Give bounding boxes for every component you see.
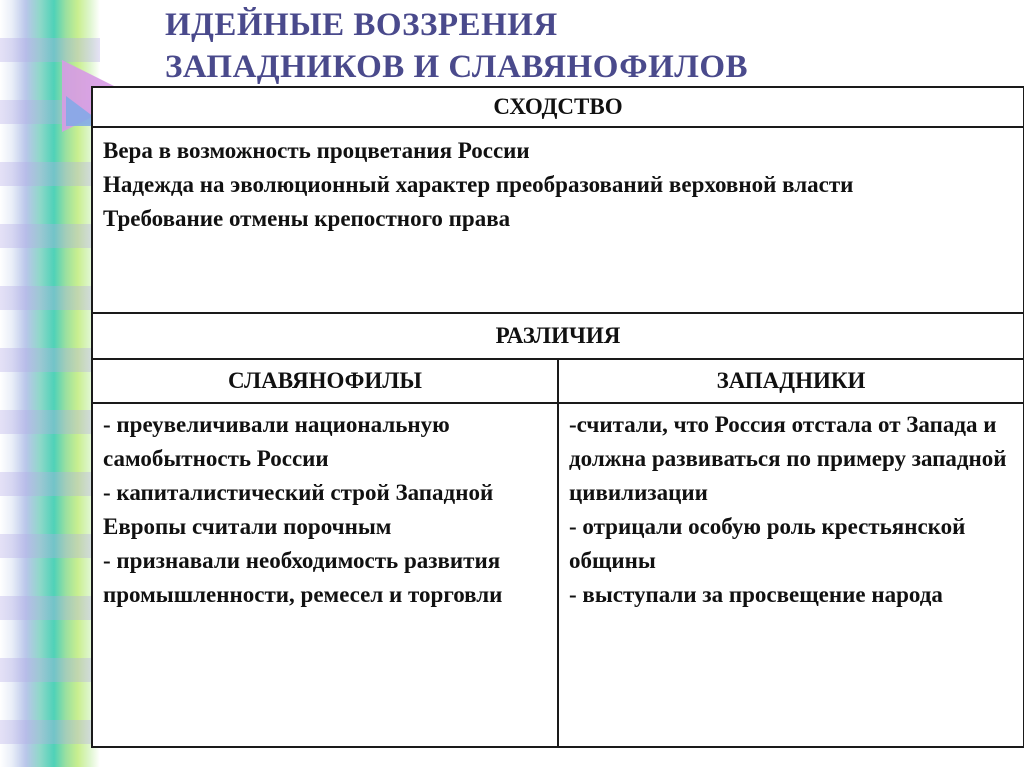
slavophiles-header: СЛАВЯНОФИЛЫ xyxy=(92,359,558,403)
similarity-item: Требование отмены крепостного права xyxy=(103,206,511,231)
westernizers-item: - выступали за просвещение народа xyxy=(569,582,943,607)
differences-subheader-row xyxy=(92,359,1024,403)
westernizers-list xyxy=(558,403,1024,747)
comparison-table xyxy=(91,86,1024,748)
westernizers-item: -считали, что Россия отстала от Запада и должна развиваться по примеру западной цивилизации xyxy=(569,412,1007,505)
slavophiles-item: - преувеличивали национальную самобытность России xyxy=(103,412,450,471)
similarity-header-row xyxy=(92,87,1024,127)
title-line-2: ЗАПАДНИКОВ И СЛАВЯНОФИЛОВ xyxy=(165,49,749,85)
westernizers-header: ЗАПАДНИКИ xyxy=(558,359,1024,403)
title-line-1: ИДЕЙНЫЕ ВОЗЗРЕНИЯ xyxy=(165,7,558,43)
similarity-item: Вера в возможность процветания России xyxy=(103,138,530,163)
differences-header-row xyxy=(92,313,1024,359)
similarity-item: Надежда на эволюционный характер преобразований верховной власти xyxy=(103,172,854,197)
slavophiles-item: - капиталистический строй Западной Европы считали порочным xyxy=(103,480,494,539)
differences-body-row xyxy=(92,403,1024,747)
slavophiles-item: - признавали необходимость развития промышленности, ремесел и торговли xyxy=(103,548,503,607)
westernizers-item: - отрицали особую роль крестьянской общины xyxy=(569,514,966,573)
differences-header: РАЗЛИЧИЯ xyxy=(92,313,1024,359)
slavophiles-list xyxy=(92,403,558,747)
page-title xyxy=(165,4,1005,88)
similarity-body-row xyxy=(92,127,1024,313)
similarity-header: СХОДСТВО xyxy=(92,87,1024,127)
similarity-list xyxy=(92,127,1024,313)
